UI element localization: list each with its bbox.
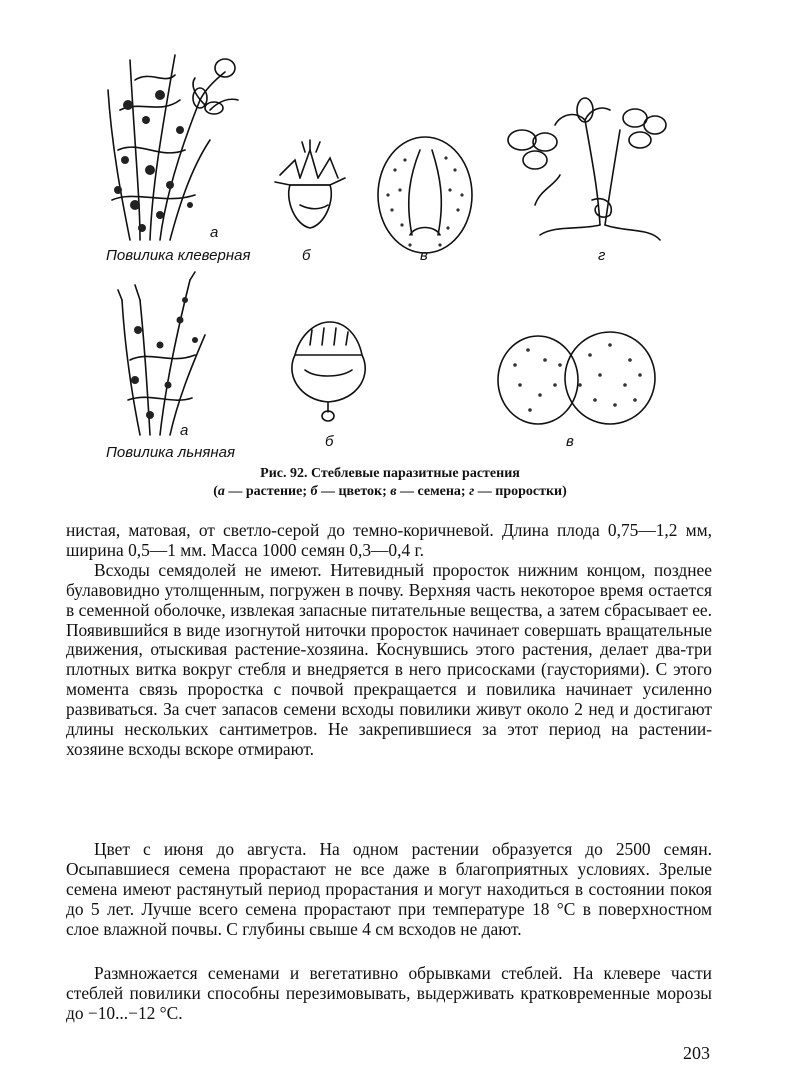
figure-illustration xyxy=(0,0,788,470)
paragraph-4: Размножается семенами и вегетативно обрывками стеблей. На клевере части стеблей повилики способны перезимовывать, выдерживать кратковременные морозы до −10...−12 °С. xyxy=(66,963,712,1023)
label-a-row1: а xyxy=(210,224,219,241)
clover-dodder-label: Повилика клеверная xyxy=(106,247,251,264)
legend-b-text: — цветок; xyxy=(317,484,391,499)
paragraph-1: нистая, матовая, от светло-серой до темно-коричневой. Длина плода 0,75—1,2 мм, ширина 0,5—1 мм. Масса 1000 семян 0,3—0,4 г. xyxy=(66,520,712,560)
page-number: 203 xyxy=(683,1043,710,1063)
clover-dodder-seed-texture xyxy=(386,156,463,246)
legend-b: б xyxy=(310,484,318,499)
flax-dodder-plant-drawing xyxy=(118,272,205,435)
legend-a-text: — растение; xyxy=(224,484,311,499)
legend-g-text: — проростки) xyxy=(474,484,567,499)
clover-dodder-seedlings-drawing xyxy=(508,98,666,240)
label-v-row1: в xyxy=(420,247,428,264)
flax-dodder-flower-drawing xyxy=(292,322,365,421)
figure-caption-legend xyxy=(120,484,660,500)
flax-dodder-seeds-drawing xyxy=(498,332,655,424)
legend-v-text: — семена; xyxy=(396,484,470,499)
label-b-row2: б xyxy=(325,433,334,450)
label-g-row1: г xyxy=(598,247,606,264)
body-text xyxy=(66,521,712,760)
body-text-final xyxy=(66,964,712,1024)
label-a-row2: а xyxy=(180,422,189,439)
flax-dodder-label: Повилика льняная xyxy=(106,444,236,461)
legend-g: г xyxy=(469,484,475,499)
figure-caption-title: Рис. 92. Стеблевые паразитные растения xyxy=(260,466,520,481)
body-text-lower xyxy=(66,840,712,940)
legend-open: ( xyxy=(213,484,218,499)
paragraph-2: Всходы семядолей не имеют. Нитевидный проросток нижним концом, позднее булавовидно утолщенным, погружен в почву. Верхняя часть некоторое время остается в семенной оболочке, извлекая запасные питательные вещества, а затем сбрасывает ее. Появившийся в виде изогнутой ниточки проросток начинает совершать вращательные движения, отыскивая растение-хозяина. Коснувшись этого растения, делает два-три плотных витка вокруг стебля и внедряется в него присосками (гаусториями). С этого момента связь проростка с почвой прекращается и повилика начинает усиленно развиваться. За счет запасов семени всходы повилики живут около 2 нед и достигают длины нескольких сантиметров. Не закрепившиеся за этот период на растении-хозяине всходы вскоре отмирают. xyxy=(66,559,712,759)
clover-dodder-plant-drawing xyxy=(108,55,238,240)
clover-dodder-flower-drawing xyxy=(275,140,345,228)
label-v-row2: в xyxy=(566,433,574,450)
clover-dodder-flower-clusters xyxy=(114,90,193,232)
legend-a: а xyxy=(217,484,225,499)
legend-v: в xyxy=(390,484,397,499)
label-b-row1: б xyxy=(302,247,311,264)
figure-92 xyxy=(0,0,788,470)
clover-dodder-seed-drawing xyxy=(378,137,472,253)
paragraph-3: Цвет с июня до августа. На одном растении образуется до 2500 семян. Осыпавшиеся семена прорастают не все даже в благоприятных условиях. Зрелые семена имеют растянутый период прорастания и могут находиться в состоянии покоя до 5 лет. Лучше всего семена прорастают при температуре 18 °С в поверхностном слое влажной почвы. С глубины свыше 4 см всходов не дают. xyxy=(66,839,712,939)
